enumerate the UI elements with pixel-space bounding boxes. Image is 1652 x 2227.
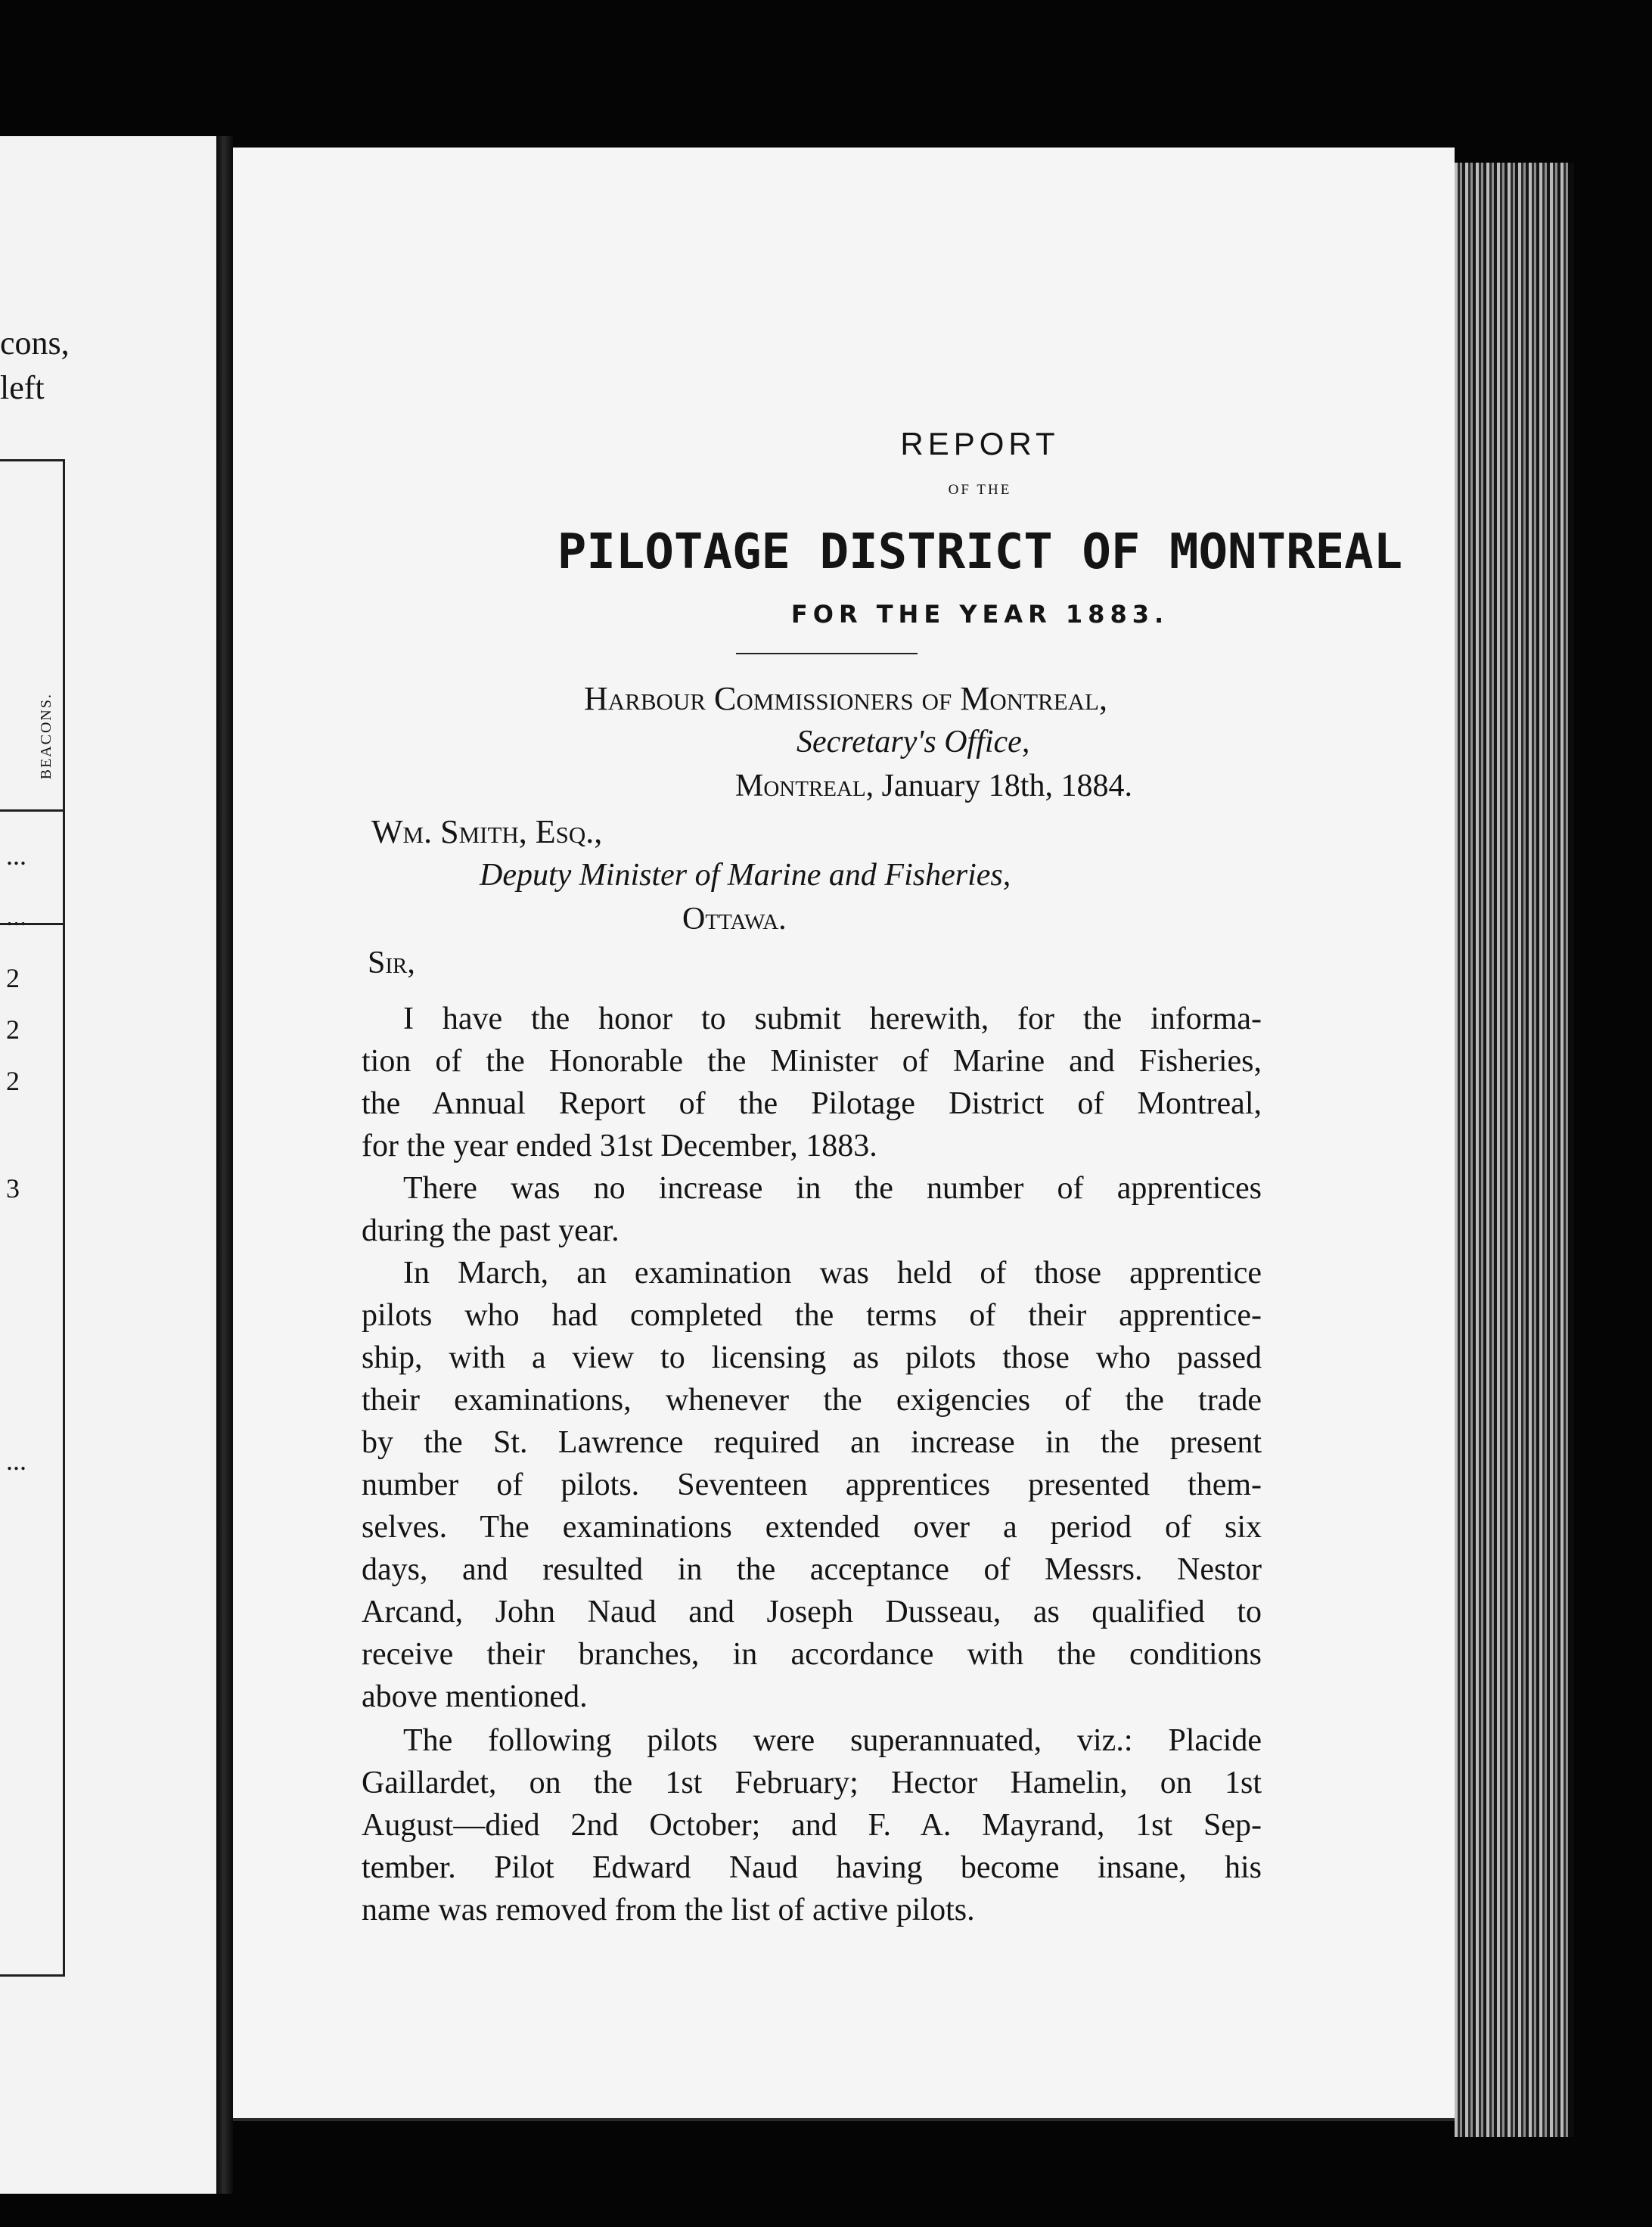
report-page: [233, 148, 1455, 2118]
letterhead-dateline: [735, 770, 1132, 802]
table-cell: ...: [6, 840, 26, 871]
table-rule: [0, 923, 63, 925]
body-line: receive their branches, in accordance with the conditions: [362, 1637, 1262, 1672]
body-line: by the St. Lawrence required an increase in the present: [362, 1425, 1262, 1460]
letterhead-date: January 18th, 1884.: [881, 769, 1132, 803]
title-divider: [736, 653, 918, 654]
left-page-fragment-1: cons,: [0, 325, 70, 362]
body-line: for the year ended 31st December, 1883.: [362, 1129, 877, 1163]
left-page-table: [0, 459, 65, 1977]
body-line: There was no increase in the number of apprentices: [403, 1171, 1262, 1206]
letterhead-office: Secretary's Office,: [796, 725, 1030, 759]
body-line: the Annual Report of the Pilotage District of Montreal,: [362, 1086, 1262, 1121]
body-line: Gaillardet, on the 1st February; Hector Hamelin, on 1st: [362, 1766, 1262, 1800]
report-of-the: OF THE: [948, 482, 1012, 498]
body-line: their examinations, whenever the exigencies of the trade: [362, 1383, 1262, 1418]
body-line: above mentioned.: [362, 1679, 588, 1714]
report-main-title: PILOTAGE DISTRICT OF MONTREAL: [557, 524, 1403, 580]
body-line: days, and resulted in the acceptance of Messrs. Nestor: [362, 1552, 1262, 1587]
body-line: selves. The examinations extended over a period of six: [362, 1510, 1262, 1545]
left-page-fragment-2: left: [0, 369, 45, 406]
book-page-edges: [1455, 163, 1574, 2137]
book-gutter: [216, 136, 233, 2194]
body-line: The following pilots were superannuated, viz.: Placide: [403, 1723, 1262, 1758]
body-line: August—died 2nd October; and F. A. Mayrand, 1st Sep-: [362, 1808, 1262, 1843]
body-line: during the past year.: [362, 1213, 620, 1248]
body-line: tion of the Honorable the Minister of Marine and Fisheries,: [362, 1044, 1262, 1079]
letterhead-place: Montreal,: [735, 769, 874, 803]
addressee-name: Wm. Smith, Esq.,: [371, 813, 603, 850]
letterhead-sender: Harbour Commissioners of Montreal,: [584, 680, 1107, 717]
table-cell: ...: [6, 901, 26, 931]
body-line: number of pilots. Seventeen apprentices presented them-: [362, 1468, 1262, 1502]
table-cell: ...: [6, 1446, 26, 1476]
table-cell: 3: [6, 1173, 20, 1204]
report-heading: REPORT: [900, 426, 1060, 461]
table-cell: 2: [6, 1066, 20, 1096]
table-cell: 2: [6, 963, 20, 993]
addressee-city: Ottawa.: [682, 902, 787, 936]
table-header-label: BEACONS.: [38, 692, 54, 779]
table-cell: 2: [6, 1014, 20, 1045]
body-line: I have the honor to submit herewith, for the informa-: [403, 1002, 1262, 1036]
table-header: [0, 461, 63, 812]
body-line: pilots who had completed the terms of their apprentice-: [362, 1298, 1262, 1333]
body-line: Arcand, John Naud and Joseph Dusseau, as qualified to: [362, 1595, 1262, 1629]
body-line: tember. Pilot Edward Naud having become insane, his: [362, 1850, 1262, 1885]
report-year-line: FOR THE YEAR 1883.: [790, 600, 1169, 629]
body-line: In March, an examination was held of those apprentice: [403, 1256, 1262, 1291]
body-line: name was removed from the list of active pilots.: [362, 1893, 975, 1927]
addressee-title: Deputy Minister of Marine and Fisheries,: [480, 858, 1011, 893]
body-line: ship, with a view to licensing as pilots those who passed: [362, 1340, 1262, 1375]
salutation: Sir,: [368, 946, 415, 980]
